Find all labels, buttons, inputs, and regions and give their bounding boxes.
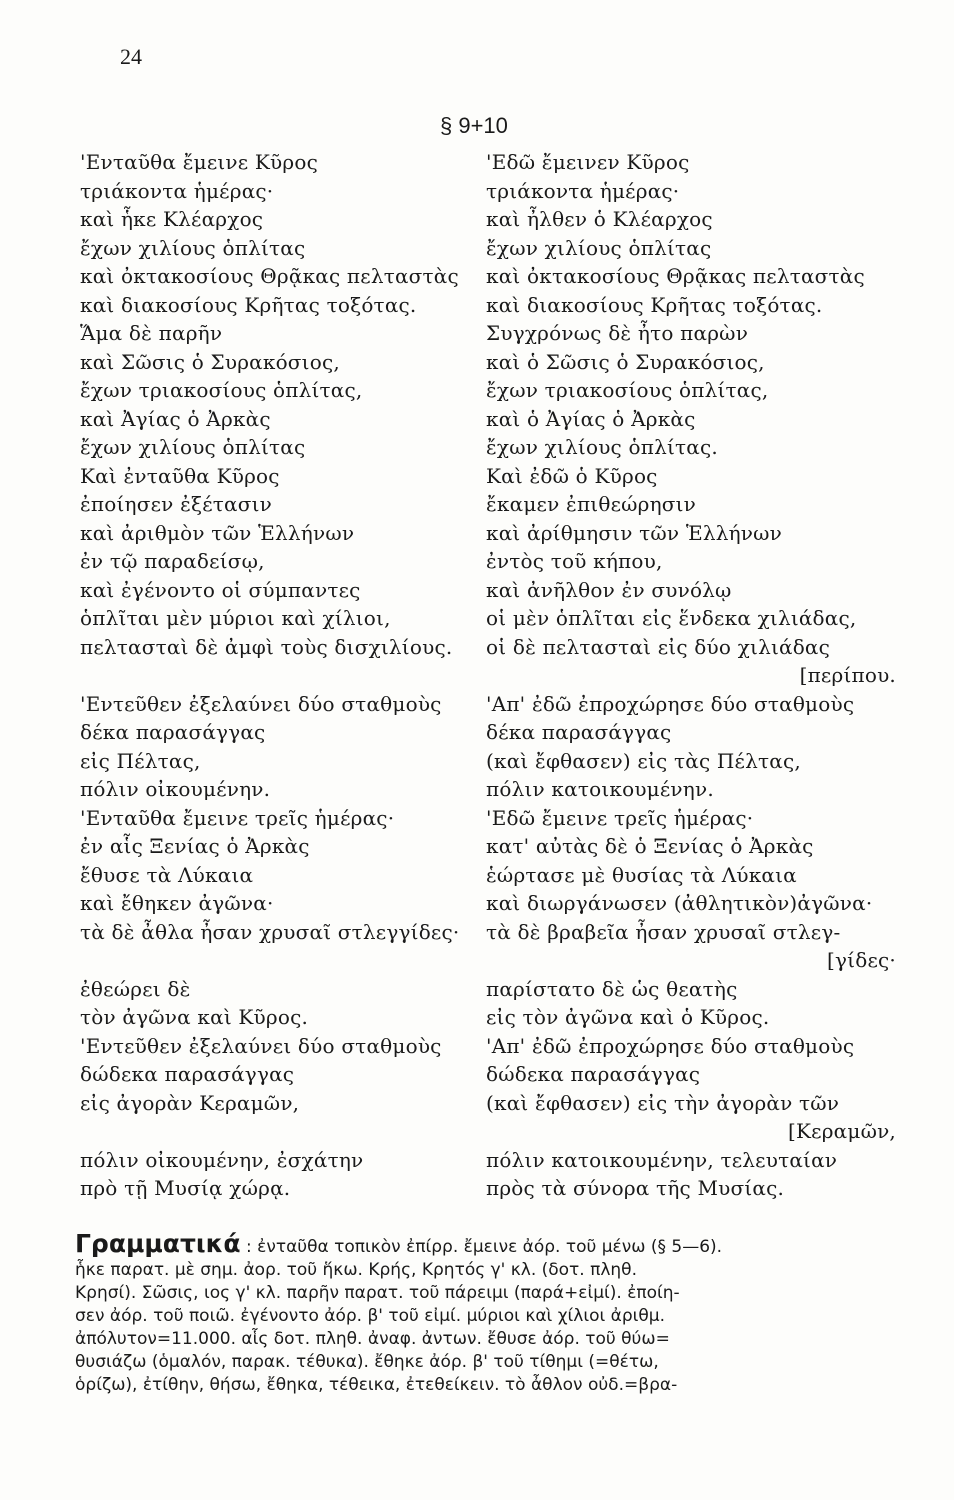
ancient-text-line (80, 946, 500, 975)
translation-line: καὶ ὁ Ἀγίας ὁ Ἀρκὰς (486, 406, 696, 431)
grammar-line: ἀπόλυτον=11.000. αἷς δοτ. πληθ. ἀναφ. ἀντων. ἔθυσε ἀόρ. τοῦ θύω= (75, 1329, 670, 1349)
translation-line: καὶ ἀρίθμησιν τῶν Ἑλλήνων (486, 520, 783, 545)
ancient-text-line: καὶ ἐγένοντο οἱ σύμπαντες (80, 577, 361, 602)
ancient-text-line: καὶ ἧκε Κλέαρχος (80, 207, 264, 231)
translation-line: τριάκοντα ἡμέρας· (486, 178, 680, 203)
translation-line: εἰς τὸν ἀγῶνα καὶ ὁ Κῦρος. (486, 1005, 770, 1029)
translation-line: [Κεραμῶν, (788, 1119, 896, 1143)
translation-line: [περίπου. (799, 663, 896, 687)
translation-line: κατ' αὐτὰς δὲ ὁ Ξενίας ὁ Ἀρκὰς (486, 834, 814, 858)
grammar-line: : ἐνταῦθα τοπικὸν ἐπίρρ. ἔμεινε ἀόρ. τοῦ μένω (§ 5—6). (246, 1237, 723, 1257)
grammar-line: ὁρίζω), ἐτίθην, θήσω, ἔθηκα, τέθεικα, ἐτεθείκειν. τὸ ἆθλον οὐδ.=βρα- (75, 1375, 678, 1395)
ancient-text-line: καὶ ὀκτακοσίους Θρᾷκας πελταστὰς (80, 264, 459, 288)
translation-line: Καὶ ἐδῶ ὁ Κῦρος (486, 463, 658, 488)
section-heading: § 9+10 (440, 113, 508, 138)
translation-line: ἐντὸς τοῦ κήπου, (486, 549, 663, 573)
ancient-text-line: καὶ ἔθηκεν ἀγῶνα· (80, 891, 274, 915)
ancient-text-line: εἰς Πέλτας, (80, 748, 201, 773)
translation-line: τὰ δὲ βραβεῖα ἦσαν χρυσαῖ στλεγ- (486, 919, 841, 944)
translation-line: ἔχων χιλίους ὁπλίτας. (486, 435, 718, 459)
ancient-text-line (80, 661, 500, 690)
translation-line: οἱ δὲ πελτασταὶ εἰς δύο χιλιάδας (486, 634, 831, 659)
ancient-text-line: ἔχων χιλίους ὁπλίτας (80, 435, 306, 459)
translation-line: (καὶ ἔφθασεν) εἰς τὰς Πέλτας, (486, 748, 801, 773)
grammar-first-line (75, 1229, 897, 1259)
grammar-line: ἧκε παρατ. μὲ σημ. ἀορ. τοῦ ἥκω. Κρής, Κρητός γ' κλ. (δοτ. πληθ. (75, 1260, 637, 1280)
translation-line: καὶ ὁ Σῶσις ὁ Συρακόσιος, (486, 349, 765, 374)
translation-line: 'Απ' ἐδῶ ἐπροχώρησε δύο σταθμοὺς (486, 1033, 855, 1058)
grammar-line: Κρησί). Σῶσις, ιος γ' κλ. παρῆν παρατ. τοῦ πάρειμι (παρά+εἰμί). ἐποίη- (75, 1283, 680, 1303)
translation-line: [γίδες· (827, 948, 896, 972)
ancient-text-line: πρὸ τῇ Μυσίᾳ χώρᾳ. (80, 1176, 291, 1200)
grammar-line: θυσιάζω (ὁμαλόν, παρακ. τέθυκα). ἔθηκε ἀόρ. β' τοῦ τίθημι (=θέτω, (75, 1352, 659, 1372)
grammar-title: Γραμματικά (75, 1229, 241, 1258)
ancient-text-line: 'Εντεῦθεν ἐξελαύνει δύο σταθμοὺς (80, 691, 442, 716)
ancient-text-line: ἔθυσε τὰ Λύκαια (80, 862, 254, 887)
ancient-text-line: τριάκοντα ἡμέρας· (80, 178, 274, 203)
translation-line: 'Εδῶ ἔμεινεν Κῦρος (486, 150, 690, 174)
ancient-text-line: καὶ διακοσίους Κρῆτας τοξότας. (80, 292, 417, 317)
ancient-text-line: 'Ενταῦθα ἔμεινε Κῦρος (80, 150, 318, 174)
ancient-text-line: ἐν αἷς Ξενίας ὁ Ἀρκὰς (80, 834, 310, 858)
left-column-ancient-text (80, 148, 500, 1203)
grammar-line: σεν ἀόρ. τοῦ ποιῶ. ἐγένοντο ἀόρ. β' τοῦ εἰμί. μύριοι καὶ χίλιοι ἀριθμ. (75, 1306, 666, 1326)
page-number: 24 (120, 44, 142, 69)
grammar-notes (75, 1229, 897, 1397)
ancient-text-line: πόλιν οἰκουμένην, ἐσχάτην (80, 1147, 364, 1172)
ancient-text-line: τὸν ἀγῶνα καὶ Κῦρος. (80, 1005, 309, 1029)
translation-line: καὶ ἀνῆλθον ἐν συνόλῳ (486, 577, 732, 602)
translation-line: ἔχων χιλίους ὁπλίτας (486, 235, 712, 260)
ancient-text-line: δώδεκα παρασάγγας (80, 1062, 295, 1086)
translation-line: 'Εδῶ ἔμεινε τρεῖς ἡμέρας· (486, 805, 754, 830)
translation-line: 'Απ' ἐδῶ ἐπροχώρησε δύο σταθμοὺς (486, 691, 855, 716)
translation-line: πόλιν κατοικουμένην. (486, 777, 714, 801)
translation-line: πόλιν κατοικουμένην, τελευταίαν (486, 1147, 838, 1172)
ancient-text-line: εἰς ἀγορὰν Κεραμῶν, (80, 1090, 300, 1115)
ancient-text-line: καὶ ἀριθμὸν τῶν Ἑλλήνων (80, 520, 355, 545)
ancient-text-line: πελτασταὶ δὲ ἀμφὶ τοὺς δισχιλίους. (80, 634, 453, 659)
ancient-text-line: δέκα παρασάγγας (80, 720, 266, 744)
ancient-text-line: ἐν τῷ παραδείσῳ, (80, 549, 265, 573)
translation-line: καὶ διακοσίους Κρῆτας τοξότας. (486, 292, 823, 317)
translation-line: (καὶ ἔφθασεν) εἰς τὴν ἀγορὰν τῶν (486, 1090, 840, 1115)
ancient-text-line: καὶ Σῶσις ὁ Συρακόσιος, (80, 349, 340, 374)
translation-line: καὶ ἦλθεν ὁ Κλέαρχος (486, 207, 713, 231)
ancient-text-line: 'Εντεῦθεν ἐξελαύνει δύο σταθμοὺς (80, 1033, 442, 1058)
ancient-text-line: ἐθεώρει δὲ (80, 976, 191, 1001)
translation-line: Συγχρόνως δὲ ἦτο παρὼν (486, 321, 749, 345)
translation-line: καὶ ὀκτακοσίους Θρᾷκας πελταστὰς (486, 264, 865, 288)
ancient-text-line: ἔχων χιλίους ὁπλίτας (80, 235, 306, 260)
right-column-modern-translation (486, 148, 896, 1203)
ancient-text-line: Καὶ ἐνταῦθα Κῦρος (80, 463, 280, 488)
ancient-text-line: 'Ενταῦθα ἔμεινε τρεῖς ἡμέρας· (80, 805, 395, 830)
translation-line: δώδεκα παρασάγγας (486, 1062, 701, 1086)
translation-line: οἱ μὲν ὁπλῖται εἰς ἕνδεκα χιλιάδας, (486, 606, 857, 630)
translation-line: ἔκαμεν ἐπιθεώρησιν (486, 492, 697, 516)
translation-line: πρὸς τὰ σύνορα τῆς Μυσίας. (486, 1176, 785, 1200)
translation-line: ἑώρτασε μὲ θυσίας τὰ Λύκαια (486, 862, 797, 887)
ancient-text-line: ὁπλῖται μὲν μύριοι καὶ χίλιοι, (80, 606, 391, 630)
translation-line: καὶ διωργάνωσεν (ἀθλητικὸν)ἀγῶνα· (486, 891, 873, 915)
translation-line: παρίστατο δὲ ὡς θεατὴς (486, 976, 738, 1001)
ancient-text-line: ἔχων τριακοσίους ὁπλίτας, (80, 378, 363, 402)
ancient-text-line: ἐποίησεν ἐξέτασιν (80, 492, 273, 516)
ancient-text-line: πόλιν οἰκουμένην. (80, 777, 271, 801)
translation-line: δέκα παρασάγγας (486, 720, 672, 744)
ancient-text-line (80, 1117, 500, 1146)
ancient-text-line: καὶ Ἀγίας ὁ Ἀρκὰς (80, 406, 271, 431)
translation-line: ἔχων τριακοσίους ὁπλίτας, (486, 378, 769, 402)
ancient-text-line: Ἅμα δὲ παρῆν (80, 321, 223, 345)
ancient-text-line: τὰ δὲ ἆθλα ἦσαν χρυσαῖ στλεγγίδες· (80, 919, 460, 944)
